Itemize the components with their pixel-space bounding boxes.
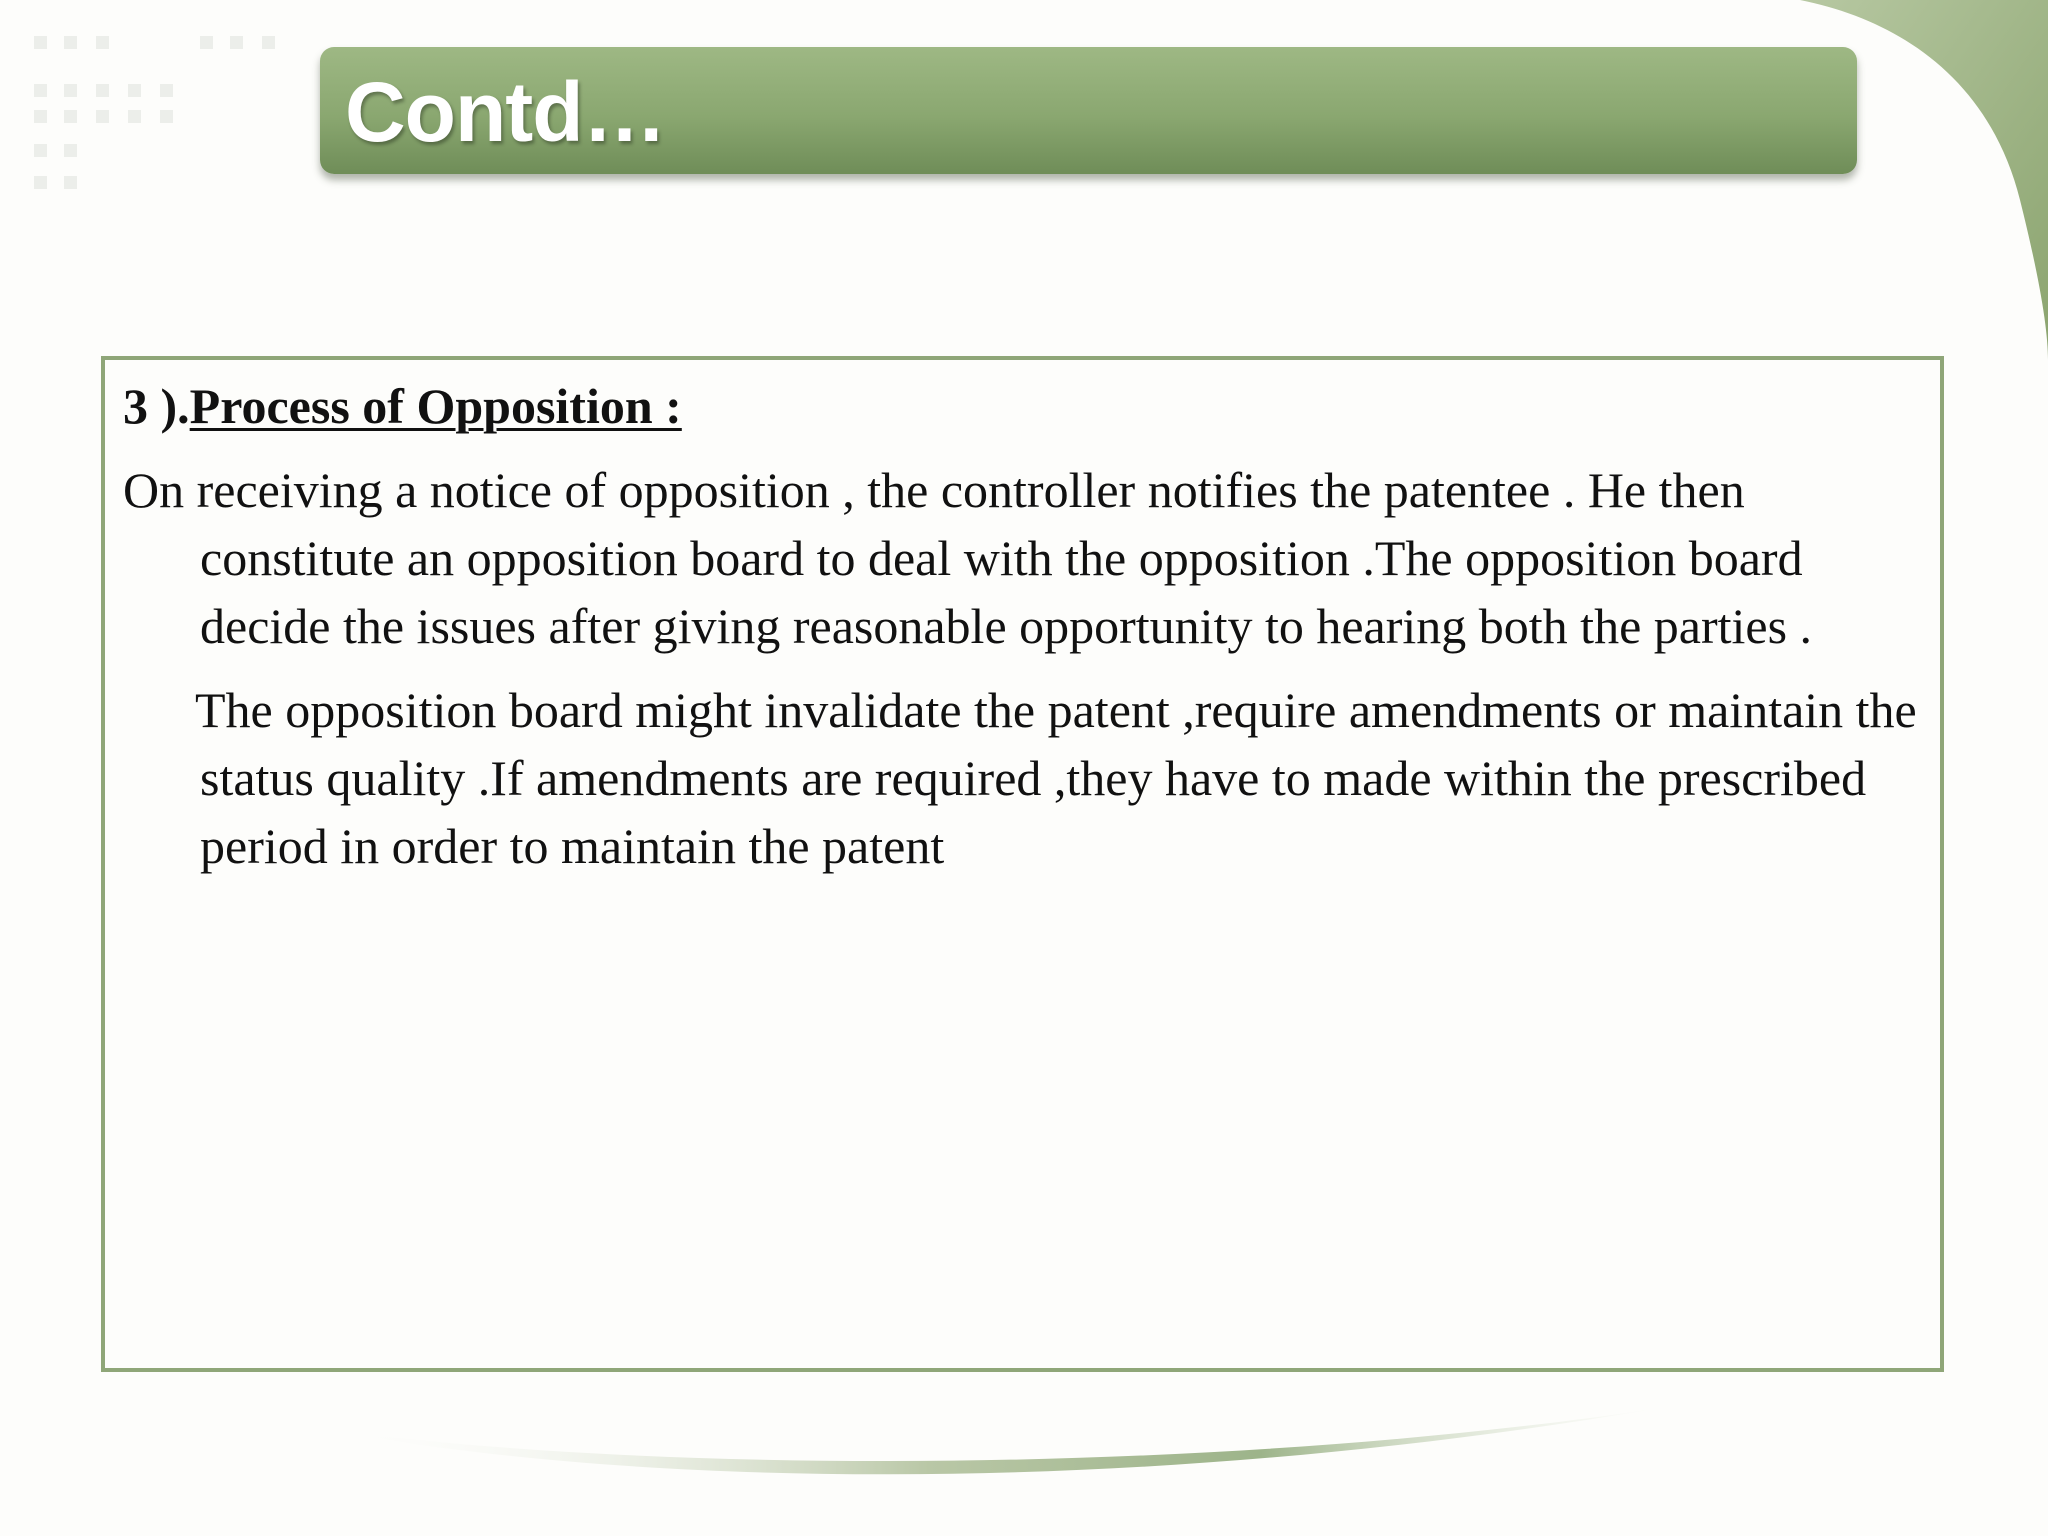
bottom-swoosh-shape (330, 1408, 1660, 1474)
dot-grid-pattern (34, 36, 275, 189)
content-body (123, 372, 1923, 880)
section-number: 3 ). (123, 378, 190, 434)
slide-title: Contd… (345, 65, 666, 159)
paragraph-outcome: The opposition board might invalidate the patent ,require amendments or maintain the status quality .If amendments are required ,they have to made within the prescribed period in order to maintain the patent (195, 682, 1917, 874)
section-heading: Process of Opposition : (189, 378, 682, 434)
paragraph-notice: On receiving a notice of opposition , the controller notifies the patentee . He then constitute an opposition board to deal with the opposition .The opposition board decide the issues after giving reasonable opportunity to hearing both the parties . (123, 462, 1813, 654)
section-heading-line (123, 372, 1923, 440)
